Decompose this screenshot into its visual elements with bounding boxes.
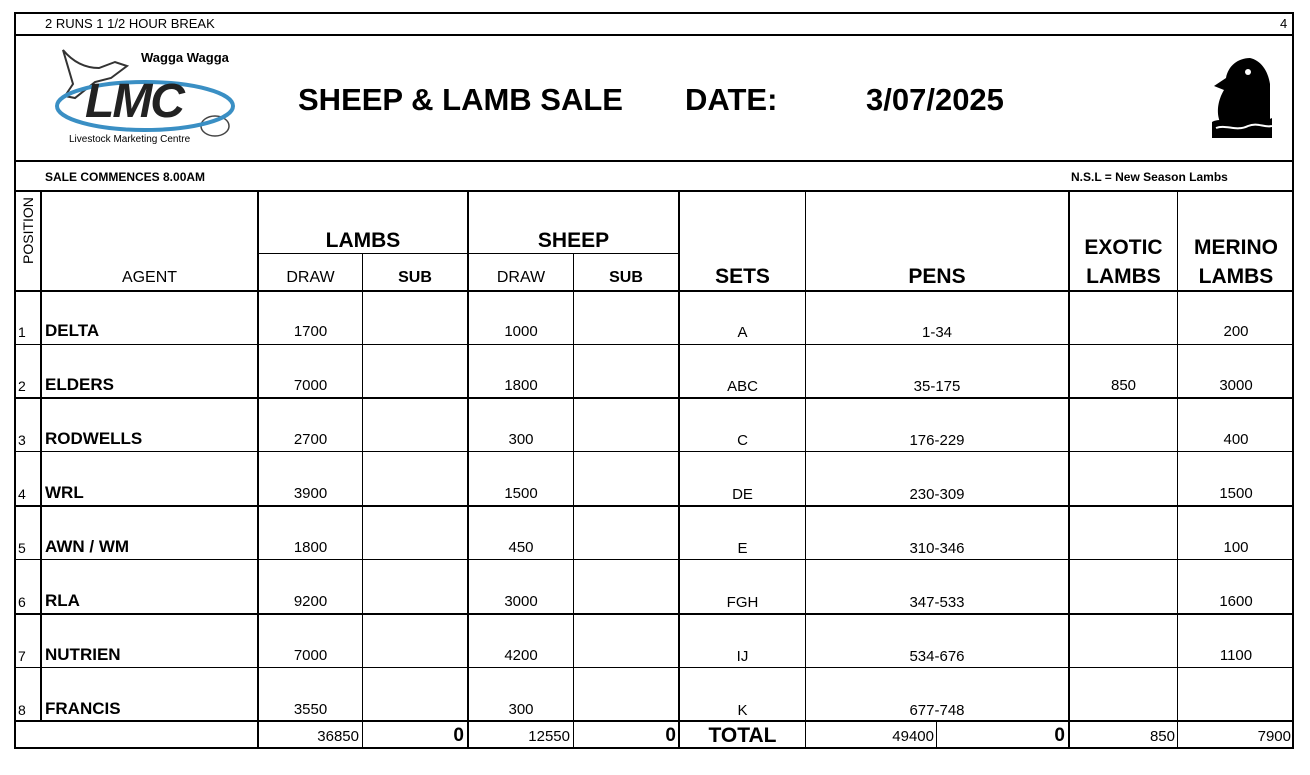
divider [14,397,1294,399]
logo-mark: LMC [85,75,183,128]
sets-header: SETS [715,265,770,288]
row-agent: WRL [45,483,84,502]
row-position: 1 [18,324,26,340]
row-sets: A [737,324,748,341]
row-agent: NUTRIEN [45,645,121,664]
position-header: POSITION [20,197,36,264]
row-position: 8 [18,702,26,718]
row-agent: AWN / WM [45,537,130,556]
pens-header: PENS [908,265,966,288]
row-lamb-draw: 7000 [293,647,328,664]
divider [14,344,1294,345]
sale-commence: SALE COMMENCES 8.00AM [45,170,206,184]
row-agent: RODWELLS [45,429,143,448]
total-lamb-sub: 0 [453,725,464,746]
row-sets: K [737,702,748,719]
total-sheep-sub: 0 [665,725,676,746]
row-sets: FGH [726,594,759,611]
divider [14,505,1294,507]
row-lamb-draw: 7000 [293,377,328,394]
run-note: 2 RUNS 1 1/2 HOUR BREAK [45,16,215,31]
row-sets: IJ [736,648,749,665]
row-sheep-draw: 3000 [504,593,538,610]
agent-header: AGENT [121,269,178,286]
lambs-header: LAMBS [325,229,401,252]
lambs-sub-header: SUB [398,269,432,286]
page-number: 4 [1280,16,1288,31]
row-pens: 677-748 [909,702,965,719]
page-title: SHEEP & LAMB SALE [298,82,623,117]
row-agent: DELTA [45,321,100,340]
date-label: DATE: [685,82,778,117]
row-lamb-draw: 1800 [293,539,328,556]
row-pens: 35-175 [913,378,961,395]
row-sets: ABC [727,378,758,395]
row-exotic: 850 [1110,377,1137,394]
lmc-logo [55,44,245,156]
sheep-draw-header: DRAW [496,269,546,286]
row-sheep-draw: 300 [508,431,534,448]
bird-logo [1210,56,1272,138]
total-label: TOTAL [708,724,777,747]
row-pens: 347-533 [909,594,965,611]
row-agent: FRANCIS [45,699,121,718]
lambs-draw-header: DRAW [286,269,335,286]
row-pens: 176-229 [909,432,965,449]
divider [14,613,1294,615]
sheep-header: SHEEP [537,229,610,252]
exotic-header-1: EXOTIC [1084,236,1163,259]
row-position: 4 [18,486,26,502]
row-position: 7 [18,648,26,664]
total-pens-b: 0 [1054,725,1065,746]
row-position: 5 [18,540,26,556]
row-lamb-draw: 3550 [293,701,328,718]
row-position: 2 [18,378,26,394]
total-exotic: 850 [1149,728,1175,745]
divider [14,34,1294,36]
row-merino: 3000 [1219,377,1253,394]
divider [14,667,1294,668]
divider [14,559,1294,560]
row-sheep-draw: 4200 [504,647,538,664]
row-sheep-draw: 1000 [504,323,538,340]
row-merino: 1100 [1219,647,1253,664]
row-position: 3 [18,432,26,448]
row-sheep-draw: 1800 [504,377,538,394]
divider [14,720,1294,722]
row-sheep-draw: 1500 [504,485,538,502]
row-agent: RLA [45,591,80,610]
row-lamb-draw: 3900 [293,485,328,502]
row-lamb-draw: 2700 [293,431,328,448]
row-merino: 100 [1223,539,1249,556]
bird-icon [1210,56,1272,138]
logo-town: Wagga Wagga [141,50,229,65]
row-merino: 1600 [1219,593,1253,610]
divider [14,451,1294,452]
row-position: 6 [18,594,26,610]
row-agent: ELDERS [45,375,114,394]
row-merino: 1500 [1219,485,1253,502]
row-sets: E [737,540,748,557]
row-sheep-draw: 300 [508,701,534,718]
total-pens-a: 49400 [892,728,934,745]
divider [362,253,363,749]
row-pens: 1-34 [921,324,953,341]
logo-subtitle: Livestock Marketing Centre [69,134,191,145]
exotic-header-2: LAMBS [1086,265,1161,288]
divider [14,290,1294,292]
total-lamb-draw: 36850 [317,728,359,745]
divider [14,190,1294,192]
merino-header-2: LAMBS [1198,265,1274,288]
divider [573,253,574,749]
row-lamb-draw: 1700 [293,323,328,340]
nsl-note: N.S.L = New Season Lambs [1071,170,1228,184]
row-merino: 400 [1223,431,1249,448]
row-lamb-draw: 9200 [293,593,328,610]
row-sheep-draw: 450 [508,539,534,556]
sheep-sub-header: SUB [609,269,643,286]
row-merino: 200 [1223,323,1249,340]
total-merino: 7900 [1257,728,1291,745]
row-pens: 310-346 [909,540,965,557]
date-value: 3/07/2025 [866,82,1004,117]
row-pens: 534-676 [909,648,965,665]
total-sheep-draw: 12550 [528,728,570,745]
row-sets: C [737,432,748,449]
divider [14,160,1294,162]
merino-header-1: MERINO [1194,236,1278,259]
row-sets: DE [732,486,753,503]
row-pens: 230-309 [909,486,965,503]
